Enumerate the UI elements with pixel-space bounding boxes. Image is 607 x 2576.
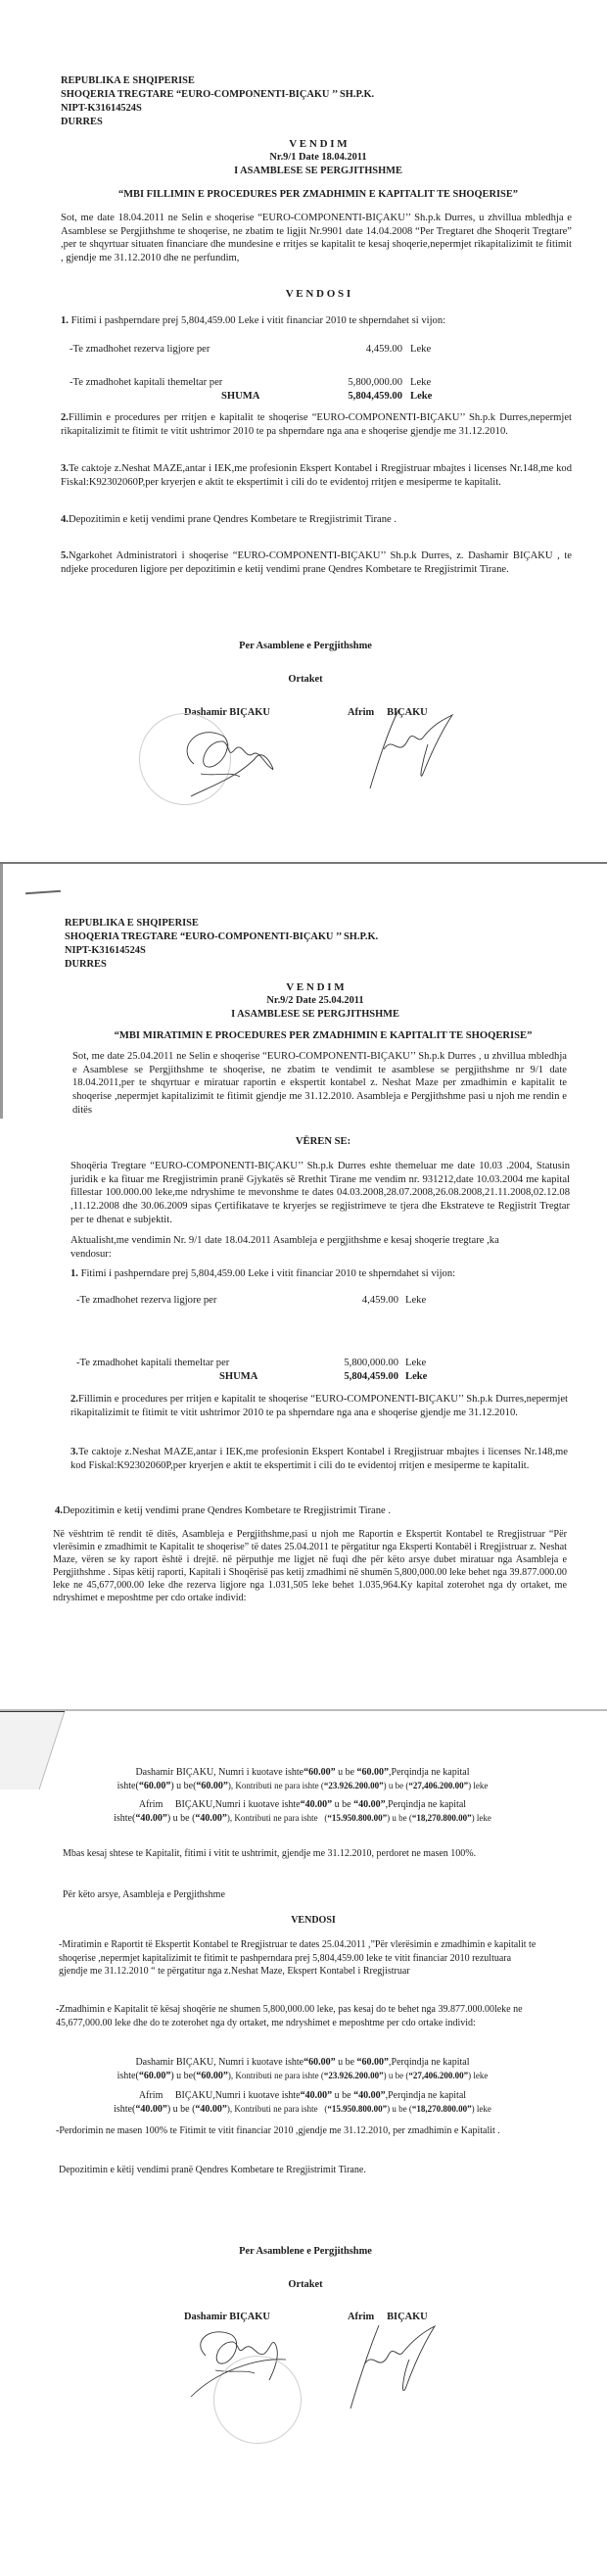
decision-deposit: Depozitimin e këtij vendimi pranë Qendres Kombetare te Rregjistrimit Tirane.: [59, 2165, 366, 2175]
total-label: SHUMA: [221, 391, 260, 402]
share-afrim-2: [53, 2089, 552, 2116]
total-amount: 5,804,459.00: [348, 391, 402, 402]
share-value: “15.950.800.00”: [327, 2103, 388, 2114]
share-text: ishte(: [114, 1812, 136, 1824]
capital-row: [70, 377, 222, 388]
item-4-text: Depozitimin e ketij vendimi prane Qendres Kombetare te Rregjistrimit Tirane .: [62, 1505, 392, 1516]
share-text: Afrim BIÇAKU,Numri i kuotave ishte: [138, 2090, 301, 2101]
item-2-number: 2.: [70, 1394, 78, 1405]
item-4-number: 4.: [61, 514, 69, 525]
partner-2-name: Afrim BIÇAKU: [348, 2312, 428, 2322]
item-5-text: Ngarkohet Administratori i shoqerise “EURO-COMPONENTI-BIÇAKU’’ Sh.p.k Durres, z. Dashamir BIÇAKU , te ndjeke proceduren ligjore per depozitimin e ketij vendimi prane Qendres Kombetare te Rregjistrimit Tirane.: [61, 550, 572, 575]
reasons-paragraph: Për këto arsye, Asambleja e Pergjithshme: [63, 1889, 225, 1900]
decision-number: Nr.9/2 Date 25.04.2011: [266, 995, 364, 1006]
item-3: [70, 1446, 568, 1472]
capital-label: -Te zmadhohet kapitali themeltar per: [76, 1358, 230, 1368]
header-city: DURRES: [61, 117, 103, 127]
share-dashamir: [53, 1766, 552, 1792]
partner-1-name: Dashamir BIÇAKU: [184, 2312, 270, 2322]
share-text: ) u be (: [383, 1780, 409, 1790]
share-text: u be: [335, 1767, 357, 1778]
reserve-label: -Te zmadhohet rezerva ligjore per: [70, 344, 210, 355]
decision-subtitle: I ASAMBLESE SE PERGJITHSHME: [231, 1009, 399, 1020]
share-text: ) u be(: [170, 2070, 197, 2081]
share-text: ) leke: [468, 2070, 489, 2080]
header-company: SHOQERIA TREGTARE “EURO-COMPONENTI-BIÇAKU ’’ SH.P.K.: [65, 931, 379, 942]
share-afrim: [53, 1798, 552, 1825]
item-4: [55, 1504, 564, 1518]
item-1-number: 1.: [70, 1268, 78, 1279]
item-1: [70, 1267, 580, 1281]
decision-title: V E N D I M: [289, 138, 348, 150]
share-value: “18,270.800.00”: [411, 1812, 472, 1823]
share-text: ) leke: [471, 2103, 491, 2114]
share-text: ishte(: [117, 2070, 139, 2081]
notes-paragraph: Shoqëria Tregtare “EURO-COMPONENTI-BIÇAKU’’ Sh.p.k Durres eshte themeluar me date 10.03 .2004, Statusin juridik e ka fituar me Rregjistrimin pranë Gjykatës së Rrethit Tirane me vendim nr. 931212,date 10.03.2004 me kapital fillestar 100.000.00 leke,me ndryshime te mevonshme te dates 04.03.2008,28.07.2008,26.08.2008,21.11.2008,02.12.08 ,11.12.2008 dhe 30.06.2009 sipas Çertifikatave te kryerjes se regjistrimeve te tjera dhe Ekstrateve te Regjistrit Tregtar per te dhenat e subjektit.: [70, 1161, 570, 1225]
partners-caption: Ortaket: [288, 674, 323, 685]
share-value: “60.00”: [356, 1767, 390, 1778]
item-1-text: Fitimi i pashperndare prej 5,804,459.00 Leke i vitit financiar 2010 te shperndahet si vijon:: [68, 315, 446, 326]
capital-currency: Leke: [410, 377, 432, 388]
share-text: ) u be (: [387, 1812, 412, 1823]
reserve-label: -Te zmadhohet rezerva ligjore per: [76, 1295, 217, 1306]
header-city: DURRES: [65, 959, 107, 970]
share-text: ,Perqindja ne kapital: [389, 2057, 470, 2068]
share-value: “27,406.200.00”: [408, 1780, 469, 1790]
share-text: ,Perqindja ne kapital: [385, 2090, 467, 2101]
signature-stroke: [186, 2348, 294, 2407]
total-amount: 5,804,459.00: [344, 1371, 398, 1382]
share-value: “40.00”: [195, 1812, 227, 1824]
signature-afrim: [345, 2311, 443, 2413]
reserve-amount: 4,459.00: [361, 1295, 398, 1306]
share-value: “40.00”: [135, 2103, 167, 2115]
share-value: “60.00”: [304, 1767, 336, 1778]
signature-afrim: [364, 700, 462, 793]
scan-mark: [25, 890, 61, 895]
share-dashamir-2: [53, 2056, 552, 2082]
item-3-text: Te caktoje z.Neshat MAZE,antar i IEK,me profesionin Ekspert Kontabel i Rregjistruar mbajtes i licenses Nr.148,me kod Fiskal:K92302060P,per kryerjen e aktit te ekspertimit i cili do te evidentoj rritjen e mesiperme te kapitalit.: [70, 1447, 568, 1471]
intro-paragraph: Sot, me date 25.04.2011 ne Selin e shoqerise “EURO-COMPONENTI-BIÇAKU’’ Sh.p.k Durres , u zhvillua mbledhja e Asamblese se Pergjithshme te shoqerise, ne zbatim te vendimit te asamblese se pergjithshme nr 9/1 date 18.04.2011,per te shqyrtuar e miratuar raportin e ekspertit kontabel z. Neshat Maze per zmadhimin e kapitalit te shoqerise ,nepermjet kapitalizimit te fitimit gjendje me 31.12.2010. Asambleja e Pergjithshme pasi u njoh me rendin e ditës: [72, 1051, 567, 1116]
reserve-currency: Leke: [405, 1295, 427, 1306]
total-label: SHUMA: [219, 1371, 258, 1382]
item-4-number: 4.: [55, 1505, 63, 1516]
decides-heading: V E N D O S I: [285, 288, 351, 300]
share-text: ) u be (: [387, 2103, 412, 2114]
decision-number: Nr.9/1 Date 18.04.2011: [269, 152, 367, 163]
item-2-text: Fillimin e procedures per rritjen e kapitalit te shoqerise “EURO-COMPONENTI-BIÇAKU’’ Sh.p.k Durres,nepermjet rikapitalizimit te fitimit te vitit ushtrimor 2010 te pa shperndare nga ana e shoqerise gjendje me 31.12.2010.: [61, 412, 572, 437]
share-text: ishte(: [114, 2103, 136, 2115]
after-paragraph: Mbas kesaj shtese te Kapitalit, fitimi i vitit te ushtrimit, gjendje me 31.12.2010, perdoret ne masen 100%.: [63, 1848, 477, 1859]
share-value: “60.00”: [304, 2057, 336, 2068]
signature-caption: Per Asamblene e Pergjithshme: [239, 641, 372, 651]
item-1-text: Fitimi i pashperndare prej 5,804,459.00 Leke i vitit financiar 2010 te shperndahet si vijon:: [77, 1268, 456, 1279]
share-value: “40.00”: [135, 1812, 167, 1824]
item-3-text: Te caktoje z.Neshat MAZE,antar i IEK,me profesionin Ekspert Kontabel i Rregjistruar mbajtes i licenses Nr.148,me kod Fiskal:K92302060P,per kryerjen e aktit te ekspertimit i cili do te evidentoj rritjen e mesiperme te kapitalit.: [61, 463, 572, 488]
total-currency: Leke: [410, 391, 433, 402]
share-text: ishte(: [117, 1780, 139, 1791]
item-3-number: 3.: [70, 1447, 78, 1457]
decision-subject: “MBI MIRATIMIN E PROCEDURES PER ZMADHIMIN E KAPITALIT TE SHOQERISE”: [114, 1030, 533, 1041]
share-text: u be: [335, 2057, 357, 2068]
item-2: [61, 411, 572, 438]
item-4-text: Depozitimin e ketij vendimi prane Qendres Kombetare te Rregjistrimit Tirane .: [68, 514, 397, 525]
share-text: ), Kontributi ne para ishte (: [227, 2070, 324, 2080]
decision-9-2-page: [0, 862, 607, 1694]
notes-heading: VËREN SE:: [295, 1136, 351, 1147]
header-republic: REPUBLIKA E SHQIPERISE: [65, 918, 199, 929]
share-text: ,Perqindja ne kapital: [385, 1799, 467, 1810]
item-1-number: 1.: [61, 315, 69, 326]
share-text: ) u be (: [166, 2103, 196, 2115]
reserve-amount: 4,459.00: [365, 344, 402, 355]
share-text: u be: [332, 1799, 354, 1810]
header-republic: REPUBLIKA E SHQIPERISE: [61, 75, 195, 86]
share-value: “60.00”: [196, 2070, 228, 2081]
total-currency: Leke: [405, 1371, 428, 1382]
share-text: ) u be (: [166, 1812, 196, 1824]
share-value: “60.00”: [356, 2057, 390, 2068]
share-value: “23.926.200.00”: [323, 1780, 384, 1790]
share-text: Dashamir BIÇAKU, Numri i kuotave ishte: [135, 2057, 304, 2068]
partner-2-name: Afrim BIÇAKU: [348, 707, 428, 718]
share-text: ) leke: [471, 1812, 491, 1823]
share-text: ), Kontributi ne para ishte (: [227, 1780, 324, 1790]
item-2-number: 2.: [61, 412, 69, 423]
decision-subject: “MBI FILLIMIN E PROCEDURES PER ZMADHIMIN E KAPITALIT TE SHOQERISE”: [118, 189, 518, 200]
signature-dashamir: [166, 720, 294, 798]
share-value: “23.926.200.00”: [323, 2070, 384, 2080]
share-value: “60.00”: [138, 1780, 171, 1791]
share-text: Afrim BIÇAKU,Numri i kuotave ishte: [138, 1799, 301, 1810]
signature-caption: Per Asamblene e Pergjithshme: [239, 2246, 372, 2257]
share-text: ) u be(: [170, 1780, 197, 1791]
item-5: [61, 549, 572, 576]
share-value: “27,406.200.00”: [408, 2070, 469, 2080]
share-value: “40.00”: [300, 1799, 333, 1810]
share-value: “40.00”: [353, 2090, 386, 2101]
share-value: “40.00”: [353, 1799, 386, 1810]
intro-paragraph: Sot, me date 18.04.2011 ne Selin e shoqerise “EURO-COMPONENTI-BIÇAKU’’ Sh.p.k Durres, u zhvillua mbledhja e Asamblese se Pergjithshme te shoqerise, ne zbatim te ligjit Nr.9901 date 14.04.2008 “Per Tregtaret dhe Shoqerit Tregtare” ,per te shqyrtuar situaten financiare dhe mundesine e rritjes se kapitalit te kesaj shoqerie,nepermjet rikapitalizimit te fitimit , gjendje me 31.12.2010 dhe ne perfundim,: [61, 213, 572, 264]
review-paragraph: Në vështrim të rendit të ditës, Asambleja e Pergjithshme,pasi u njoh me Raportin e Ekspertit Kontabel te Rregjistruar “Për vlerësimin e zmadhimit te Kapitalit te shoqerise” të dates 25.04.2011 te përgatitur nga Eksperti Kontabël i Rregjistruar z. Neshat Maze, vëren se ky raport është i drejtë. në përputhje me ligjet në fuqi dhe për këto arsye dubet miratuar nga Asambleja e Pergjithshme . Sipas këtij raporti, Kapitali i Shoqërisë pas ketij zmadhimi në shumën 5,800,000.00 leke behet nga 39.877.000.00 leke ne 45,677,000.00 leke dhe rezerva ligjore nga 1.031,505 leke behet 1.035,964.Ky kapital zoterohet nga dy ortaket, me ndryshimet e meposhtme per cdo ortake individ:: [53, 1529, 567, 1604]
share-value: “15.950.800.00”: [327, 1812, 388, 1823]
reserve-currency: Leke: [410, 344, 432, 355]
decision-9-2-continuation-page: [0, 1709, 607, 2576]
partner-1-name: Dashamir BIÇAKU: [184, 707, 270, 718]
reserve-row: [70, 344, 210, 355]
share-text: ), Kontributi ne para ishte (: [226, 1812, 328, 1823]
capital-amount: 5,800,000.00: [344, 1358, 398, 1368]
decision-9-1-page: [0, 0, 607, 842]
share-value: “18,270.800.00”: [411, 2103, 472, 2114]
share-value: “60.00”: [138, 2070, 171, 2081]
share-text: ) u be (: [383, 2070, 409, 2080]
item-5-number: 5.: [61, 550, 69, 561]
capital-currency: Leke: [405, 1358, 427, 1368]
decision-title: V E N D I M: [286, 981, 345, 993]
share-text: ), Kontributi ne para ishte (: [226, 2103, 328, 2114]
item-3-number: 3.: [61, 463, 69, 474]
share-value: “40.00”: [195, 2103, 227, 2115]
share-text: Dashamir BIÇAKU, Numri i kuotave ishte: [135, 1767, 304, 1778]
capital-label: -Te zmadhohet kapitali themeltar per: [70, 377, 223, 388]
share-text: ) leke: [468, 1780, 489, 1790]
current-paragraph: Aktualisht,me vendimin Nr. 9/1 date 18.04.2011 Asambleja e pergjithshme e kesaj shoqerie tregtare ,ka vendosur:: [70, 1235, 499, 1260]
capital-amount: 5,800,000.00: [348, 377, 402, 388]
decision-increase-capital: -Zmadhimin e Kapitalit të kësaj shoqërie ne shumen 5,800,000.00 leke, pas kesaj do te behet nga 39.877.000.00leke ne 45,677,000.00 leke dhe do te zoterohet nga dy ortaket, me ndryshimet e meposhtme per cdo ortake individ:: [56, 2004, 523, 2028]
share-text: u be: [332, 2090, 354, 2101]
decision-approve-report: -Miratimin e Raportit të Ekspertit Kontabel te Rregjistruar te dates 25.04.2011 ,”Për vlerësimin e zmadhimin e kapitalit te shoqerise ,nepermjet kapitalizimit te fitimit te pashperndara prej 5,804,459.00 leke te vitit financiar 2010 rezultuara gjendje me 31.12.2010 “ te përgatitur nga z.Neshat Maze, Ekspert Kontabel i Rregjistruar: [59, 1939, 537, 1978]
item-4: [61, 513, 572, 527]
decision-use-profit: -Perdorimin ne masen 100% te Fitimit te vitit financiar 2010 ,gjendje me 31.12.2010, per zmadhimin e Kapitalit .: [56, 2125, 500, 2136]
partners-caption: Ortaket: [288, 2279, 323, 2290]
item-1: [61, 314, 589, 328]
item-2-text: Fillimin e procedures per rritjen e kapitalit te shoqerise “EURO-COMPONENTI-BIÇAKU’’ Sh.p.k Durres,nepermjet rikapitalizimit te fitimit te vitit ushtrimor 2010 te pa shperndare nga ana e shoqerise gjendje me 31.12.2010.: [70, 1394, 568, 1418]
decides-heading: VENDOSI: [291, 1915, 336, 1926]
share-value: “40.00”: [300, 2090, 333, 2101]
share-text: ,Perqindja ne kapital: [389, 1767, 470, 1778]
header-company: SHOQERIA TREGTARE “EURO-COMPONENTI-BIÇAKU ’’ SH.P.K.: [61, 89, 375, 100]
header-nipt: NIPT-K31614524S: [65, 945, 146, 956]
share-value: “60.00”: [196, 1780, 228, 1791]
decision-subtitle: I ASAMBLESE SE PERGJITHSHME: [234, 166, 402, 176]
item-2: [70, 1393, 568, 1419]
header-nipt: NIPT-K31614524S: [61, 103, 142, 114]
item-3: [61, 462, 572, 489]
